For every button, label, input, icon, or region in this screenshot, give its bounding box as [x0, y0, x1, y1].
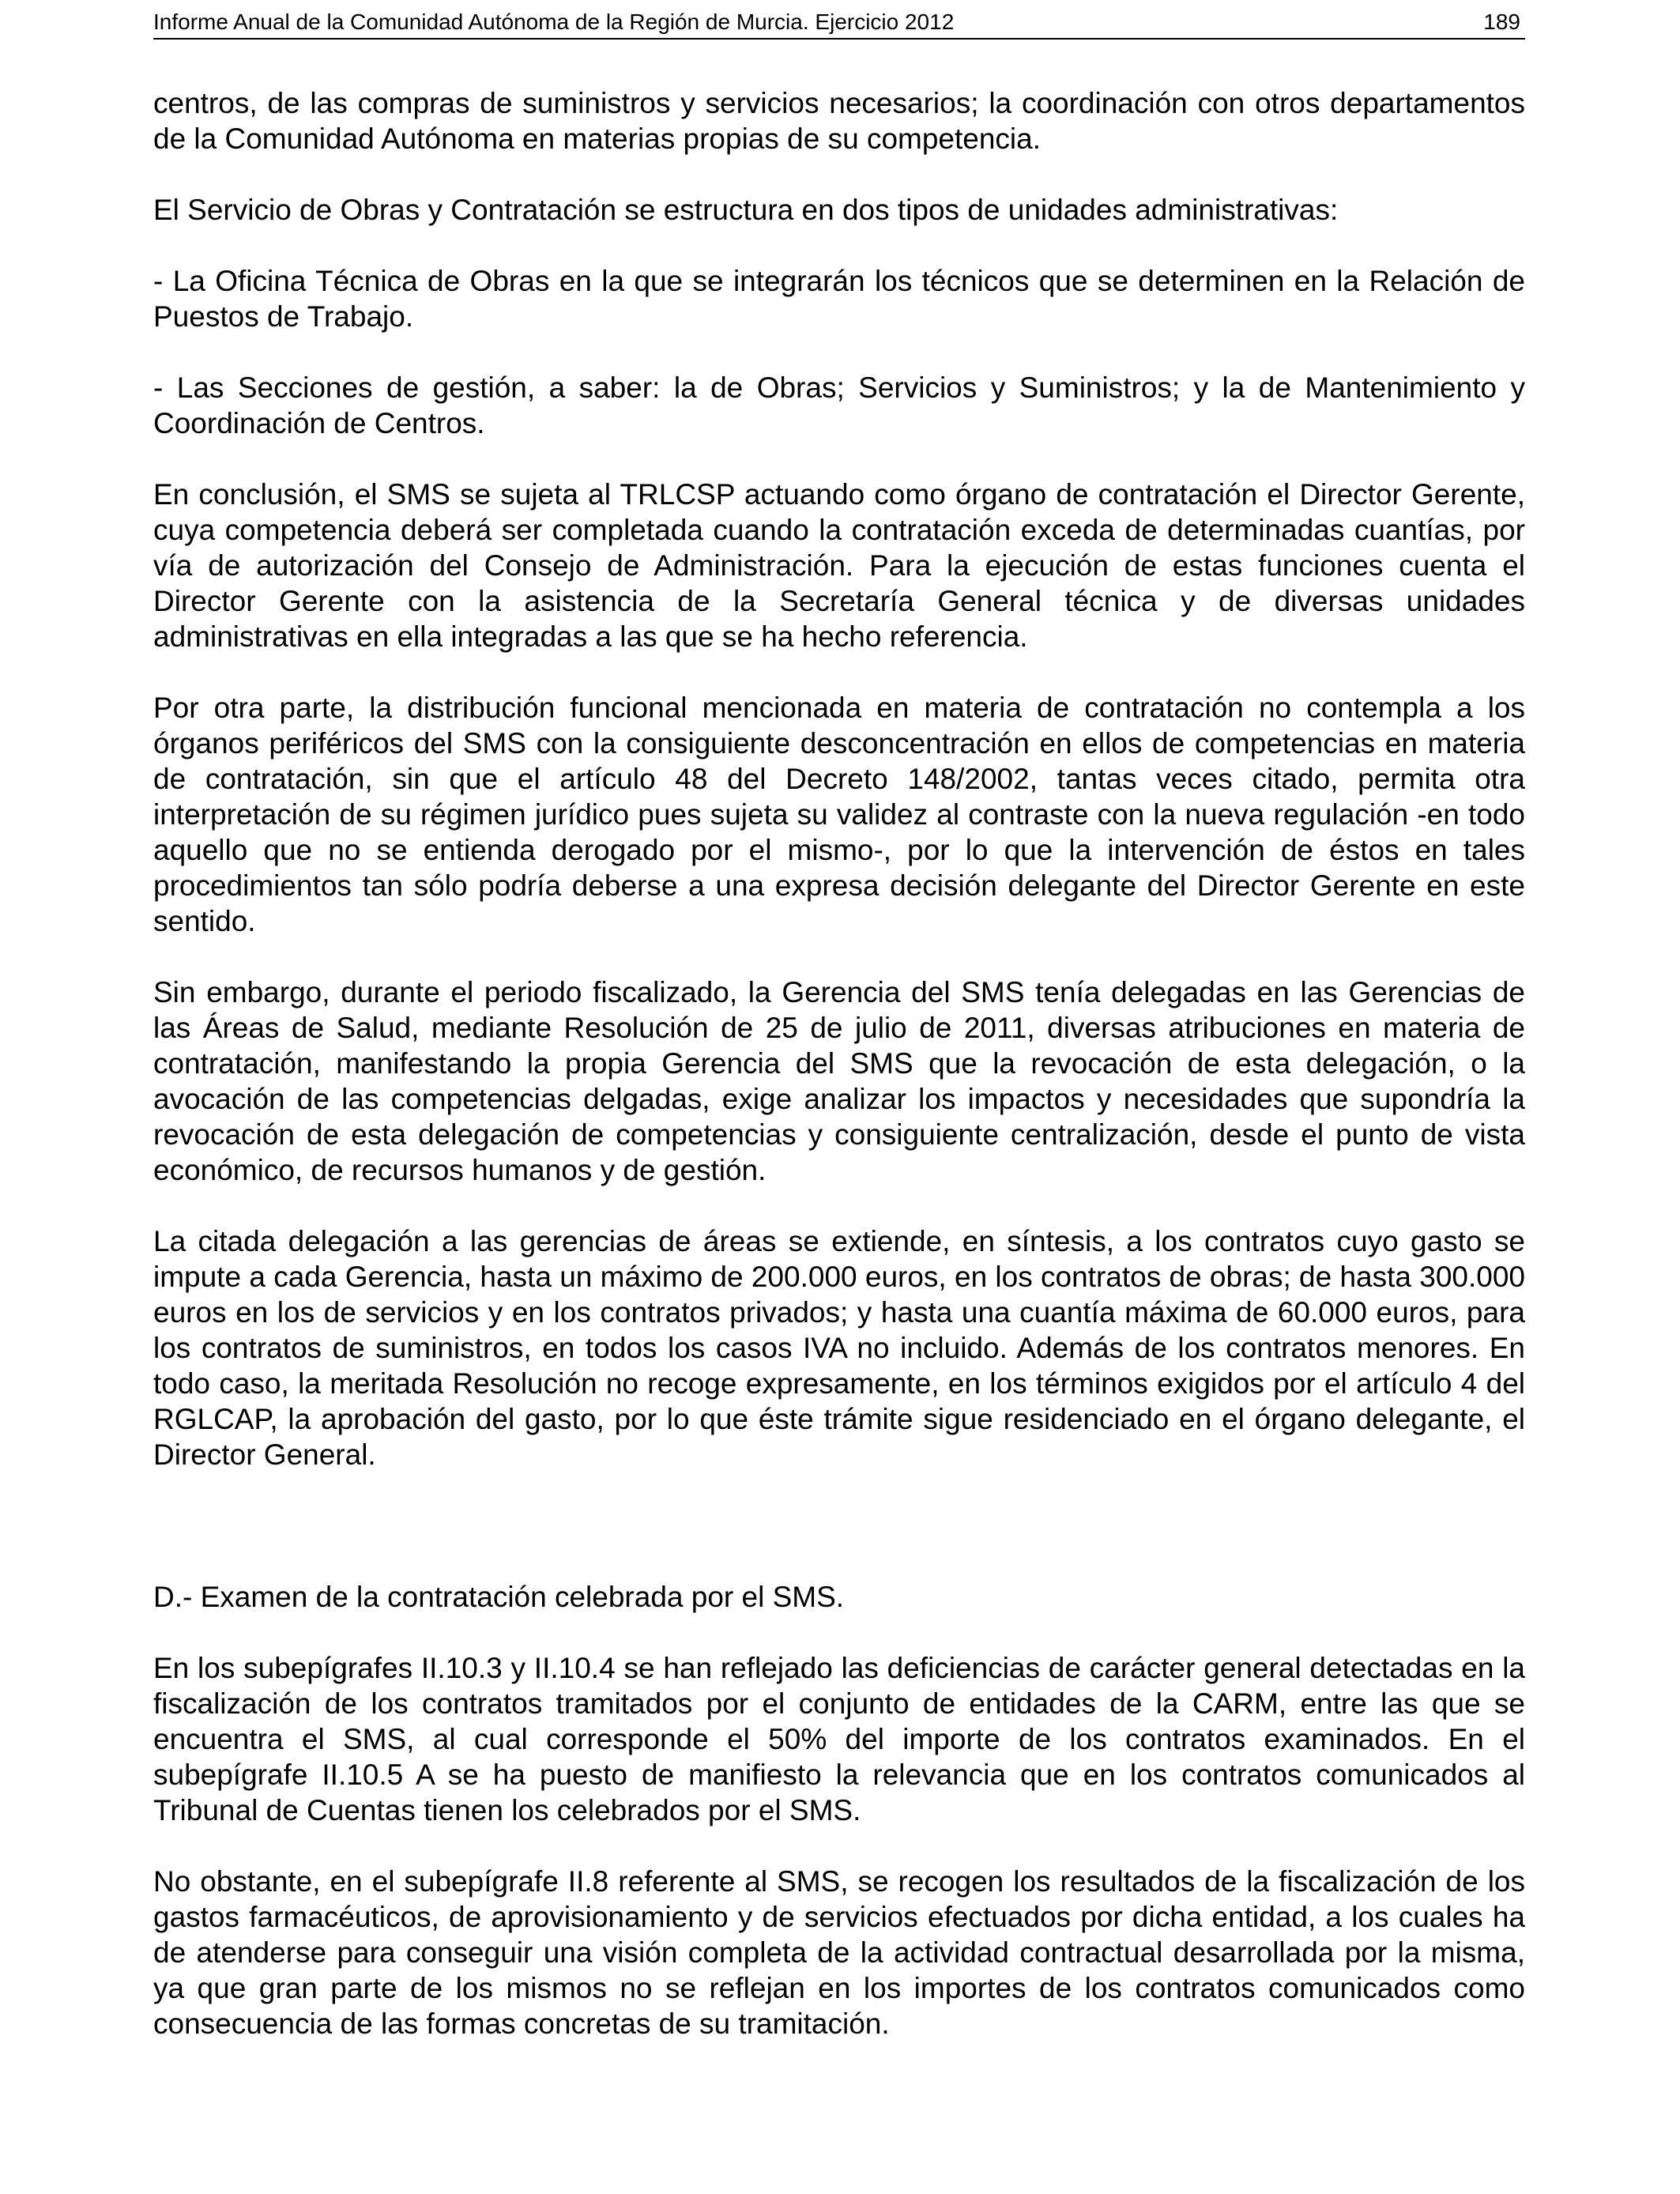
page-number: 189: [1483, 9, 1520, 34]
paragraph: La citada delegación a las gerencias de áreas se extiende, en síntesis, a los contratos cuyo gasto se impute a cada Gerencia, hasta un máximo de 200.000 euros, en los contratos de obras; de hasta 300.000 euros en los de servicios y en los contratos privados; y hasta una cuantía máxima de 60.000 euros, para los contratos de suministros, en todos los casos IVA no incluido. Además de los contratos menores. En todo caso, la meritada Resolución no recoge expresamente, en los términos exigidos por el artículo 4 del RGLCAP, la aprobación del gasto, por lo que éste trámite sigue residenciado en el órgano delegante, el Director General.: [153, 1225, 1526, 1471]
section-heading: D.- Examen de la contratación celebrada por el SMS.: [153, 1581, 845, 1613]
header-title: Informe Anual de la Comunidad Autónoma de la Región de Murcia. Ejercicio 2012: [153, 9, 955, 34]
paragraph: Por otra parte, la distribución funcional mencionada en materia de contratación no contempla a los órganos periféricos del SMS con la consiguiente desconcentración en ellos de competencias en materia de contratación, sin que el artículo 48 del Decreto 148/2002, tantas veces citado, permita otra interpretación de su régimen jurídico pues sujeta su validez al contraste con la nueva regulación -en todo aquello que no se entienda derogado por el mismo-, por lo que la intervención de éstos en tales procedimientos tan sólo podría deberse a una expresa decisión delegante del Director Gerente en este sentido.: [153, 692, 1525, 937]
document-body: [153, 85, 1525, 2077]
paragraph: En conclusión, el SMS se sujeta al TRLCSP actuando como órgano de contratación el Director Gerente, cuya competencia deberá ser completada cuando la contratación exceda de determinadas cuantías, por vía de autorización del Consejo de Administración. Para la ejecución de estas funciones cuenta el Director Gerente con la asistencia de la Secretaría General técnica y de diversas unidades administrativas en ella integradas a las que se ha hecho referencia.: [153, 478, 1525, 653]
paragraph: No obstante, en el subepígrafe II.8 referente al SMS, se recogen los resultados de la fiscalización de los gastos farmacéuticos, de aprovisionamiento y de servicios efectuados por dicha entidad, a los cuales ha de atenderse para conseguir una visión completa de la actividad contractual desarrollada por la misma, ya que gran parte de los mismos no se reflejan en los importes de los contratos comunicados como consecuencia de las formas concretas de su tramitación.: [153, 1865, 1525, 2040]
paragraph: - Las Secciones de gestión, a saber: la de Obras; Servicios y Suministros; y la de Mantenimiento y Coordinación de Centros.: [153, 371, 1525, 439]
paragraph: El Servicio de Obras y Contratación se estructura en dos tipos de unidades administrativas:: [153, 194, 1339, 226]
paragraph: - La Oficina Técnica de Obras en la que se integrarán los técnicos que se determinen en la Relación de Puestos de Trabajo.: [153, 265, 1525, 333]
paragraph: Sin embargo, durante el periodo fiscalizado, la Gerencia del SMS tenía delegadas en las Gerencias de las Áreas de Salud, mediante Resolución de 25 de julio de 2011, diversas atribuciones en materia de contratación, manifestando la propia Gerencia del SMS que la revocación de esta delegación, o la avocación de las competencias delgadas, exige analizar los impactos y necesidades que supondría la revocación de esta delegación de competencias y consiguiente centralización, desde el punto de vista económico, de recursos humanos y de gestión.: [153, 976, 1525, 1186]
page-header: [153, 6, 1525, 40]
paragraph: En los subepígrafes II.10.3 y II.10.4 se han reflejado las deficiencias de carácter general detectadas en la fiscalización de los contratos tramitados por el conjunto de entidades de la CARM, entre las que se encuentra el SMS, al cual corresponde el 50% del importe de los contratos examinados. En el subepígrafe II.10.5 A se ha puesto de manifiesto la relevancia que en los contratos comunicados al Tribunal de Cuentas tienen los celebrados por el SMS.: [153, 1652, 1525, 1826]
paragraph: centros, de las compras de suministros y servicios necesarios; la coordinación con otros departamentos de la Comunidad Autónoma en materias propias de su competencia.: [153, 87, 1525, 155]
